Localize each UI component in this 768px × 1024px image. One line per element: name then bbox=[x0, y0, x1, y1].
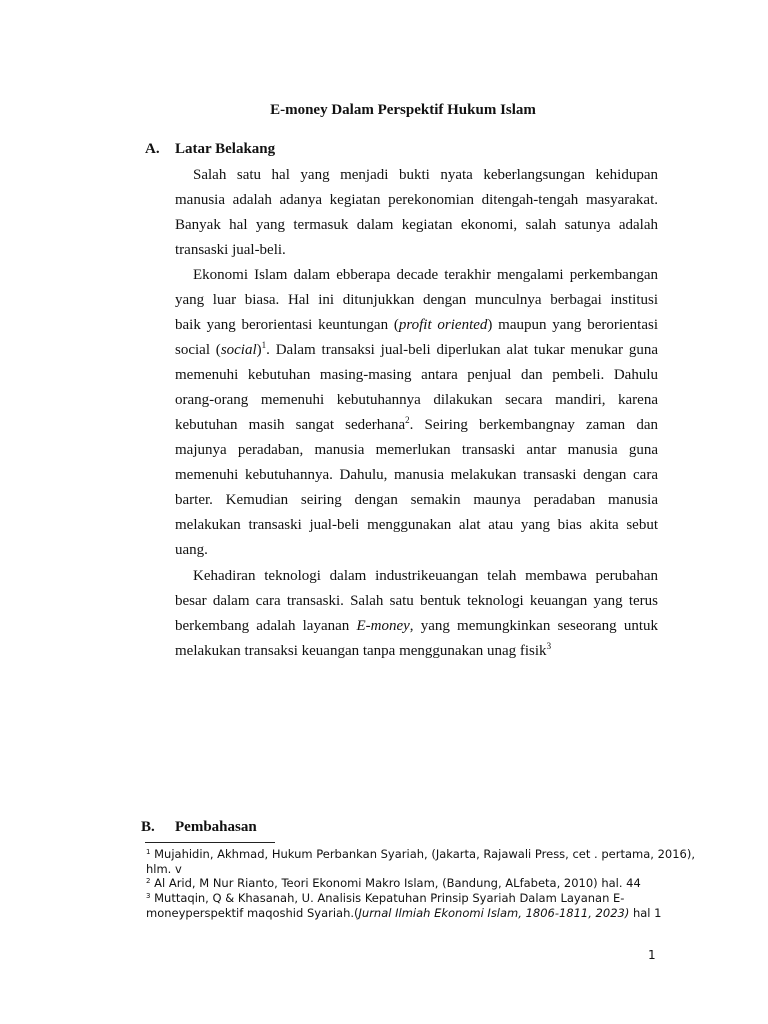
paragraph-3-line-2: besar dalam cara transaski. Salah satu bentuk teknologi keuangan yang terus bbox=[175, 593, 658, 609]
section-b-title: Pembahasan bbox=[175, 819, 257, 835]
paragraph-1-line-3: Banyak hal yang termasuk dalam kegiatan ekonomi, salah satunya adalah bbox=[175, 217, 658, 233]
paragraph-1-line-1: Salah satu hal yang menjadi bukti nyata keberlangsungan kehidupan bbox=[193, 167, 658, 183]
paragraph-2-line-10: barter. Kemudian seiring dengan semakin maunya peradaban manusia bbox=[175, 492, 658, 508]
footnote-separator bbox=[145, 842, 275, 843]
paragraph-2-line-4: social (social)$^1$. Dalam transaksi jual-beli diperlukan alat tukar menukar guna bbox=[175, 340, 658, 358]
paragraph-2-line-5: memenuhi kebutuhan masing-masing antara penjual dan pembeli. Dahulu bbox=[175, 367, 658, 383]
section-a-title: Latar Belakang bbox=[175, 141, 276, 157]
document-title: E-money Dalam Perspektif Hukum Islam bbox=[270, 102, 536, 118]
section-a-letter: A. bbox=[145, 141, 160, 157]
paragraph-2-line-8: majunya peradaban, manusia memerlukan transaski antar manusia guna bbox=[175, 442, 658, 458]
footnote-ref-1[interactable]: 1 bbox=[261, 340, 267, 350]
paragraph-3-line-4: melakukan transaksi keuangan tanpa menggunakan unag fisik$^3$ bbox=[175, 641, 552, 659]
profit-oriented-term: profit oriented bbox=[398, 317, 488, 333]
paragraph-2-line-1: Ekonomi Islam dalam ebberapa decade terakhir mengalami perkembangan bbox=[193, 267, 658, 283]
paragraph-3-line-3: berkembang adalah layanan E-money, yang memungkinkan seseorang untuk bbox=[175, 618, 658, 634]
footnote-1: $^1$ Mujahidin, Akhmad, Hukum Perbankan Syariah, (Jakarta, Rajawali Press, cet . pertama, 2016), bbox=[146, 847, 695, 861]
footnote-2: $^2$ Al Arid, M Nur Rianto, Teori Ekonomi Makro Islam, (Bandung, ALfabeta, 2010) hal. 44 bbox=[146, 876, 641, 890]
paragraph-2-line-12: uang. bbox=[175, 542, 208, 558]
e-money-term: E-money bbox=[356, 618, 410, 634]
footnote-ref-2[interactable]: 2 bbox=[405, 415, 410, 425]
social-term: social bbox=[220, 342, 257, 358]
paragraph-2-line-7: kebutuhan masih sangat sederhana$^2$. Seiring berkembangnay zaman dan bbox=[175, 415, 658, 433]
paragraph-2-line-9: memenuhi kebutuhannya. Dahulu, manusia melakukan transaski dengan cara bbox=[175, 467, 658, 483]
footnote-1-continued: hlm. v bbox=[146, 862, 182, 876]
footnote-ref-3[interactable]: 3 bbox=[546, 641, 552, 651]
paragraph-2-line-3: baik yang berorientasi keuntungan (profit oriented) maupun yang berorientasi bbox=[175, 317, 659, 333]
paragraph-2-line-2: yang luar biasa. Hal ini ditunjukkan dengan munculnya berbagai institusi bbox=[175, 292, 658, 308]
paragraph-2-line-11: melakukan transaski jual-beli menggunakan alat atau yang bias akita sebut bbox=[175, 517, 658, 533]
section-b-letter: B. bbox=[141, 819, 155, 835]
paragraph-3-line-1: Kehadiran teknologi dalam industrikeuangan telah membawa perubahan bbox=[193, 568, 658, 584]
footnote-3: $^3$ Muttaqin, Q & Khasanah, U. Analisis Kepatuhan Prinsip Syariah Dalam Layanan E- bbox=[146, 891, 625, 905]
paragraph-1-line-4: transaski jual-beli. bbox=[175, 242, 286, 258]
footnote-3-continued: moneyperspektif maqoshid Syariah.(Jurnal Ilmiah Ekonomi Islam, 1806-1811, 2023) hal 1 bbox=[146, 906, 662, 920]
paragraph-2-line-6: orang-orang memenuhi kebutuhannya dilakukan secara mandiri, karena bbox=[175, 392, 658, 408]
page-number: 1 bbox=[648, 948, 656, 962]
paragraph-1-line-2: manusia adalah adanya kegiatan perekonomian ditengah-tengah masyarakat. bbox=[175, 192, 658, 208]
